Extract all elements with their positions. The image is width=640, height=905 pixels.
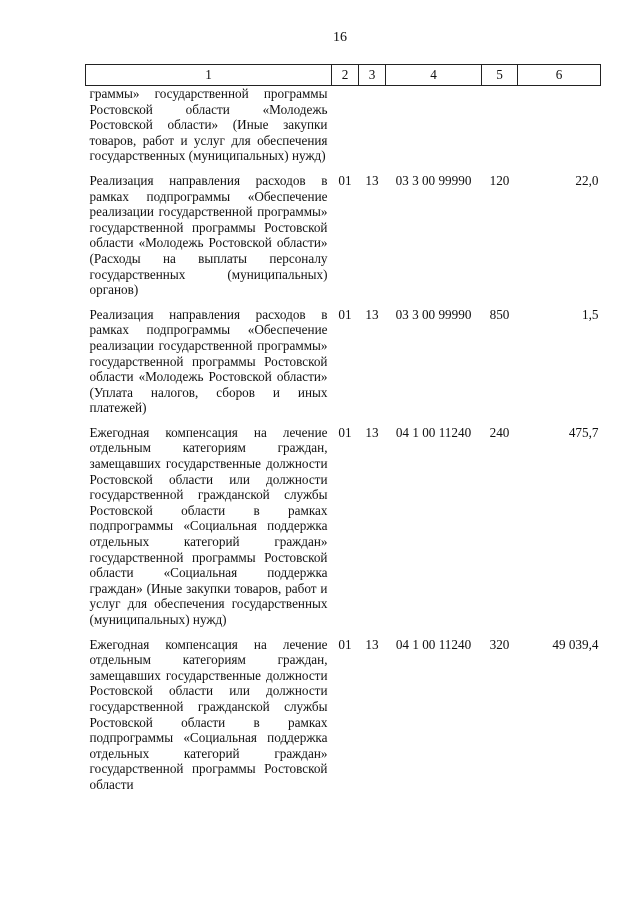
budget-table-container <box>85 64 600 793</box>
header-row <box>86 65 601 86</box>
row-amount <box>518 86 601 173</box>
row-section <box>332 86 359 173</box>
row-amount: 22,0 <box>575 172 599 188</box>
row-subsection <box>359 86 386 173</box>
table-header <box>86 65 601 86</box>
column-header: 5 <box>482 65 518 86</box>
table-body <box>86 86 601 793</box>
table-row <box>86 637 601 793</box>
page-number: 16 <box>333 30 347 45</box>
column-header: 3 <box>359 65 386 86</box>
row-target-article: 03 3 00 99990 <box>395 306 472 322</box>
row-target-article: 03 3 00 99990 <box>395 172 472 188</box>
row-expense-type: 320 <box>489 636 510 652</box>
row-subsection: 13 <box>365 636 379 652</box>
table-row <box>86 307 601 425</box>
row-description: Ежегодная компенсация на лечение отдельным категориям граждан, замещавших государственные должности Ростовской области или должности государственной гражданской службы Ростовской области в рамках подпрограммы «Социальная поддержка отдельных категорий граждан» государственной программы Ростовской области <box>89 636 328 792</box>
row-target-article <box>386 86 482 173</box>
table-row <box>86 173 601 307</box>
row-subsection: 13 <box>365 424 379 440</box>
row-amount: 1,5 <box>582 306 599 322</box>
row-description: граммы» государственной программы Ростовской области «Молодежь Ростовской области» (Иные закупки товаров, работ и услуг для обеспечения государственных (муниципальных) нужд) <box>89 86 328 164</box>
column-header: 4 <box>386 65 482 86</box>
row-expense-type <box>482 86 518 173</box>
row-amount: 49 039,4 <box>552 636 599 652</box>
row-description: Ежегодная компенсация на лечение отдельным категориям граждан, замещавших государственные должности Ростовской области или должности государственной гражданской службы Ростовской области в рамках подпрограммы «Социальная поддержка отдельных категорий граждан» государственной программы Ростовской области «Социальная поддержка граждан» (Иные закупки товаров, работ и услуг для обеспечения государственных (муниципальных) нужд) <box>89 424 328 627</box>
row-amount: 475,7 <box>568 424 599 440</box>
column-header: 1 <box>86 65 332 86</box>
row-target-article: 04 1 00 11240 <box>395 636 472 652</box>
row-expense-type: 120 <box>489 172 510 188</box>
column-header: 6 <box>518 65 601 86</box>
row-description: Реализация направления расходов в рамках подпрограммы «Обеспечение реализации государственной программы» государственной программы Ростовской области «Молодежь Ростовской области» (Уплата налогов, сборов и иных платежей) <box>89 306 328 416</box>
row-section: 01 <box>338 636 352 652</box>
row-section: 01 <box>338 172 352 188</box>
row-subsection: 13 <box>365 172 379 188</box>
row-description: Реализация направления расходов в рамках подпрограммы «Обеспечение реализации государственной программы» государственной программы Ростовской области «Молодежь Ростовской области» (Расходы на выплаты персоналу государственных (муниципальных) органов) <box>89 172 328 298</box>
row-subsection: 13 <box>365 306 379 322</box>
row-section: 01 <box>338 424 352 440</box>
row-target-article: 04 1 00 11240 <box>395 424 472 440</box>
table-row <box>86 425 601 637</box>
row-section: 01 <box>338 306 352 322</box>
column-header: 2 <box>332 65 359 86</box>
budget-table <box>85 64 601 793</box>
row-expense-type: 850 <box>489 306 510 322</box>
table-row <box>86 86 601 173</box>
row-expense-type: 240 <box>489 424 510 440</box>
